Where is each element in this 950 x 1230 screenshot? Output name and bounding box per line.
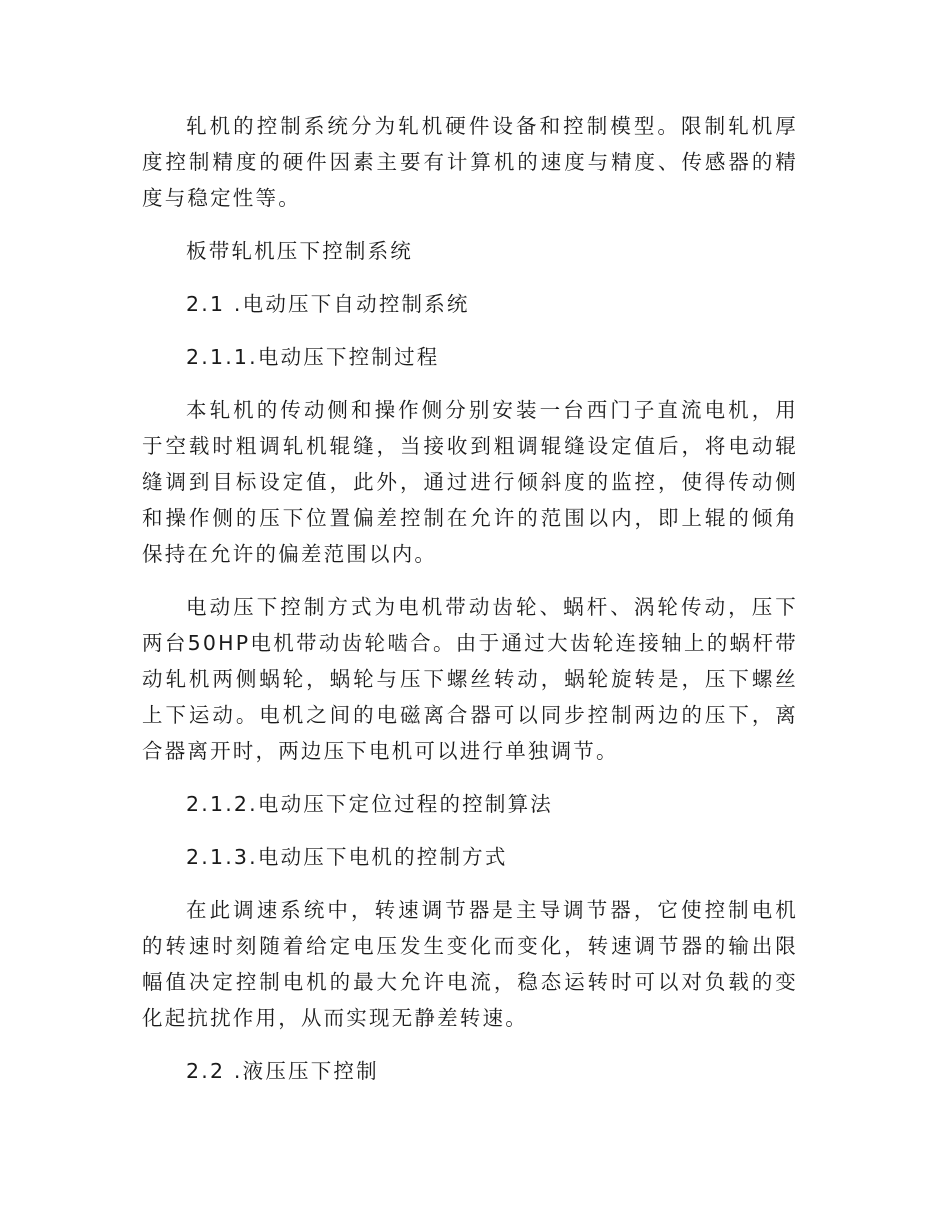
heading-section-2-1-2: 2.1.2.电动压下定位过程的控制算法 (186, 792, 553, 816)
paragraph-screwdown-mechanism: 电动压下控制方式为电机带动齿轮、蜗杆、涡轮传动，压下两台50HP电机带动齿轮啮合。由于通过大齿轮连接轴上的蜗杆带动轧机两侧蜗轮，蜗轮与压下螺丝转动，蜗轮旋转是，压下螺丝上下运动。电机之间的电磁离合器可以同步控制两边的压下，离合器离开时，两边压下电机可以进行单独调节。 (142, 595, 798, 763)
heading-section-2-1-3: 2.1.3.电动压下电机的控制方式 (186, 845, 508, 869)
paragraph-speed-regulator: 在此调速系统中，转速调节器是主导调节器，它使控制电机的转速时刻随着给定电压发生变化而变化，转速调节器的输出限幅值决定控制电机的最大允许电流，稳态运转时可以对负载的变化起抗扰作用，从而实现无静差转速。 (142, 898, 798, 1030)
heading-strip-mill-screwdown: 板带轧机压下控制系统 (186, 239, 413, 263)
heading-section-2-1-1: 2.1.1.电动压下控制过程 (186, 345, 440, 369)
document-body (142, 108, 798, 1106)
paragraph-control-system-intro: 轧机的控制系统分为轧机硬件设备和控制模型。限制轧机厚度控制精度的硬件因素主要有计算机的速度与精度、传感器的精度与稳定性等。 (142, 114, 798, 210)
heading-section-2-1: 2.1 .电动压下自动控制系统 (186, 292, 470, 316)
heading-section-2-2: 2.2 .液压压下控制 (186, 1059, 379, 1083)
paragraph-electric-motor-setup: 本轧机的传动侧和操作侧分别安装一台西门子直流电机，用于空载时粗调轧机辊缝，当接收到粗调辊缝设定值后，将电动辊缝调到目标设定值，此外，通过进行倾斜度的监控，使得传动侧和操作侧的压下位置偏差控制在允许的范围以内，即上辊的倾角保持在允许的偏差范围以内。 (142, 398, 798, 566)
